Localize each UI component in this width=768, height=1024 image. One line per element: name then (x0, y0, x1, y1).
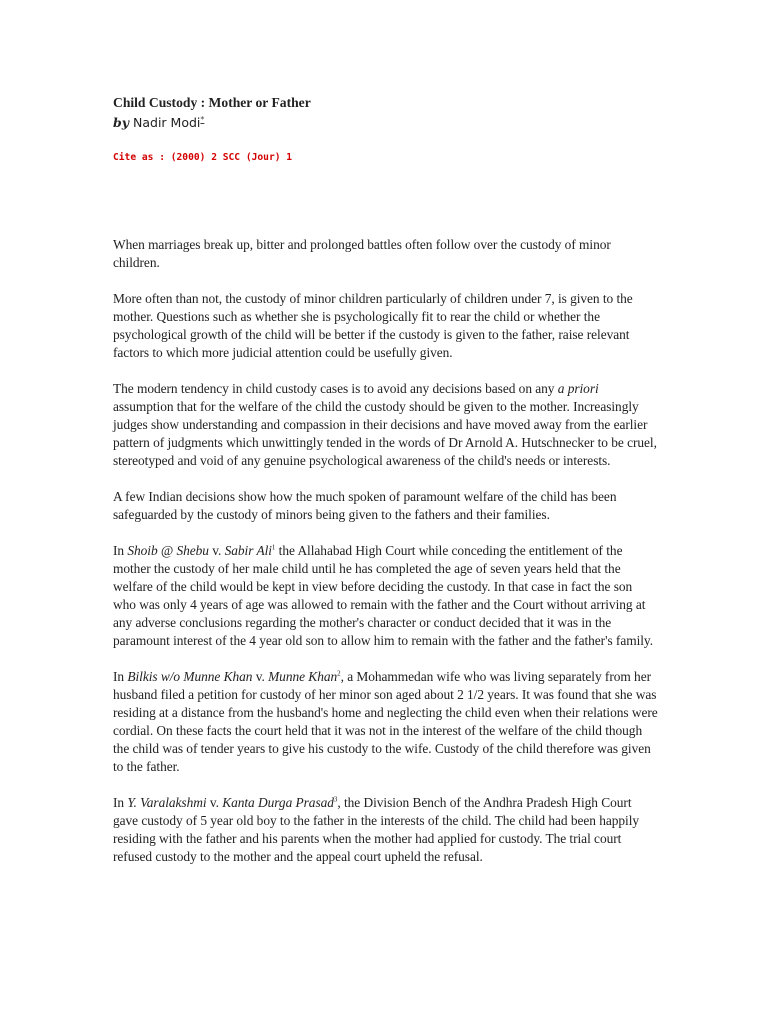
byline (113, 111, 658, 131)
paragraph-3 (113, 380, 658, 470)
paragraph-5-in: In (113, 543, 128, 559)
versus: v. (208, 543, 225, 559)
versus: v. (206, 795, 223, 811)
paragraph-1: When marriages break up, bitter and prolonged battles often follow over the custody of minor children. (113, 237, 611, 271)
paragraph-3-text-b: assumption that for the welfare of the child the custody should be given to the mother. Increasingly judges show understanding and compassion in their decisions and have moved away from the earlier pattern of judgments which unwittingly tended in the words of Dr Arnold A. Hutschnecker to be cruel, stereotyped and void of any genuine psychological awareness of the child's needs or interests. (113, 399, 657, 469)
paragraph-7 (113, 794, 658, 866)
paragraph-2: More often than not, the custody of minor children particularly of children under 7, is given to the mother. Questions such as whether she is psychologically fit to rear the child or whether the psychological growth of the child will be better if the custody is given to the father, raise relevant factors to which more judicial attention could be usefully given. (113, 291, 633, 361)
case-party-shoib: Shoib @ Shebu (127, 543, 209, 559)
versus: v. (252, 669, 269, 685)
paragraph-7-in: In (113, 795, 128, 811)
case-party-sabir: Sabir Ali (224, 543, 272, 559)
paragraph-6 (113, 668, 658, 776)
case-party-kanta: Kanta Durga Prasad (222, 795, 334, 811)
article-title: Child Custody : Mother or Father (113, 95, 311, 110)
case-party-bilkis: Bilkis w/o Munne Khan (127, 669, 253, 685)
byline-by: by (113, 115, 130, 131)
footnote-ref-2[interactable]: 2 (337, 669, 341, 678)
author-footnote-link[interactable]: * (200, 115, 205, 124)
a-priori-italic: a priori (557, 381, 599, 397)
citation: Cite as : (2000) 2 SCC (Jour) 1 (113, 152, 293, 164)
paragraph-5 (113, 542, 658, 650)
article (113, 94, 658, 884)
paragraph-3-text-a: The modern tendency in child custody cases is to avoid any decisions based on any (113, 381, 558, 397)
author-name: Nadir Modi (133, 115, 201, 131)
paragraph-5-text: the Allahabad High Court while conceding the entitlement of the mother the custody of her male child until he has completed the age of seven years held that the welfare of the child would be kept in view before deciding the custody. In that case in fact the son who was only 4 years of age was allowed to remain with the father and the Court without arriving at any adverse conclusions regarding the mother's character or conduct decided that it was in the paramount interest of the 4 year old son to allow him to remain with the father and the father's family. (113, 543, 653, 649)
footnote-ref-3[interactable]: 3 (333, 795, 338, 804)
paragraph-4: A few Indian decisions show how the much spoken of paramount welfare of the child has been safeguarded by the custody of minors being given to the fathers and their families. (113, 489, 617, 523)
paragraph-6-text: , a Mohammedan wife who was living separately from her husband filed a petition for custody of her minor son aged about 2 1/2 years. It was found that she was residing at a distance from the husband's home and neglecting the child even when their relations were cordial. On these facts the court held that it was not in the interest of the welfare of the child though the child was of tender years to give his custody to the wife. Custody of the child therefore was given to the father. (113, 669, 658, 775)
footnote-ref-1[interactable]: 1 (271, 543, 276, 552)
case-party-munne: Munne Khan (268, 669, 338, 685)
paragraph-7-text: , the Division Bench of the Andhra Pradesh High Court gave custody of 5 year old boy to the father in the interests of the child. The child had been happily residing with the father and his parents when the mother had applied for custody. The trial court refused custody to the mother and the appeal court upheld the refusal. (113, 795, 640, 865)
paragraph-6-in: In (113, 669, 128, 685)
article-body (113, 236, 658, 866)
case-party-varalakshmi: Y. Varalakshmi (127, 795, 207, 811)
